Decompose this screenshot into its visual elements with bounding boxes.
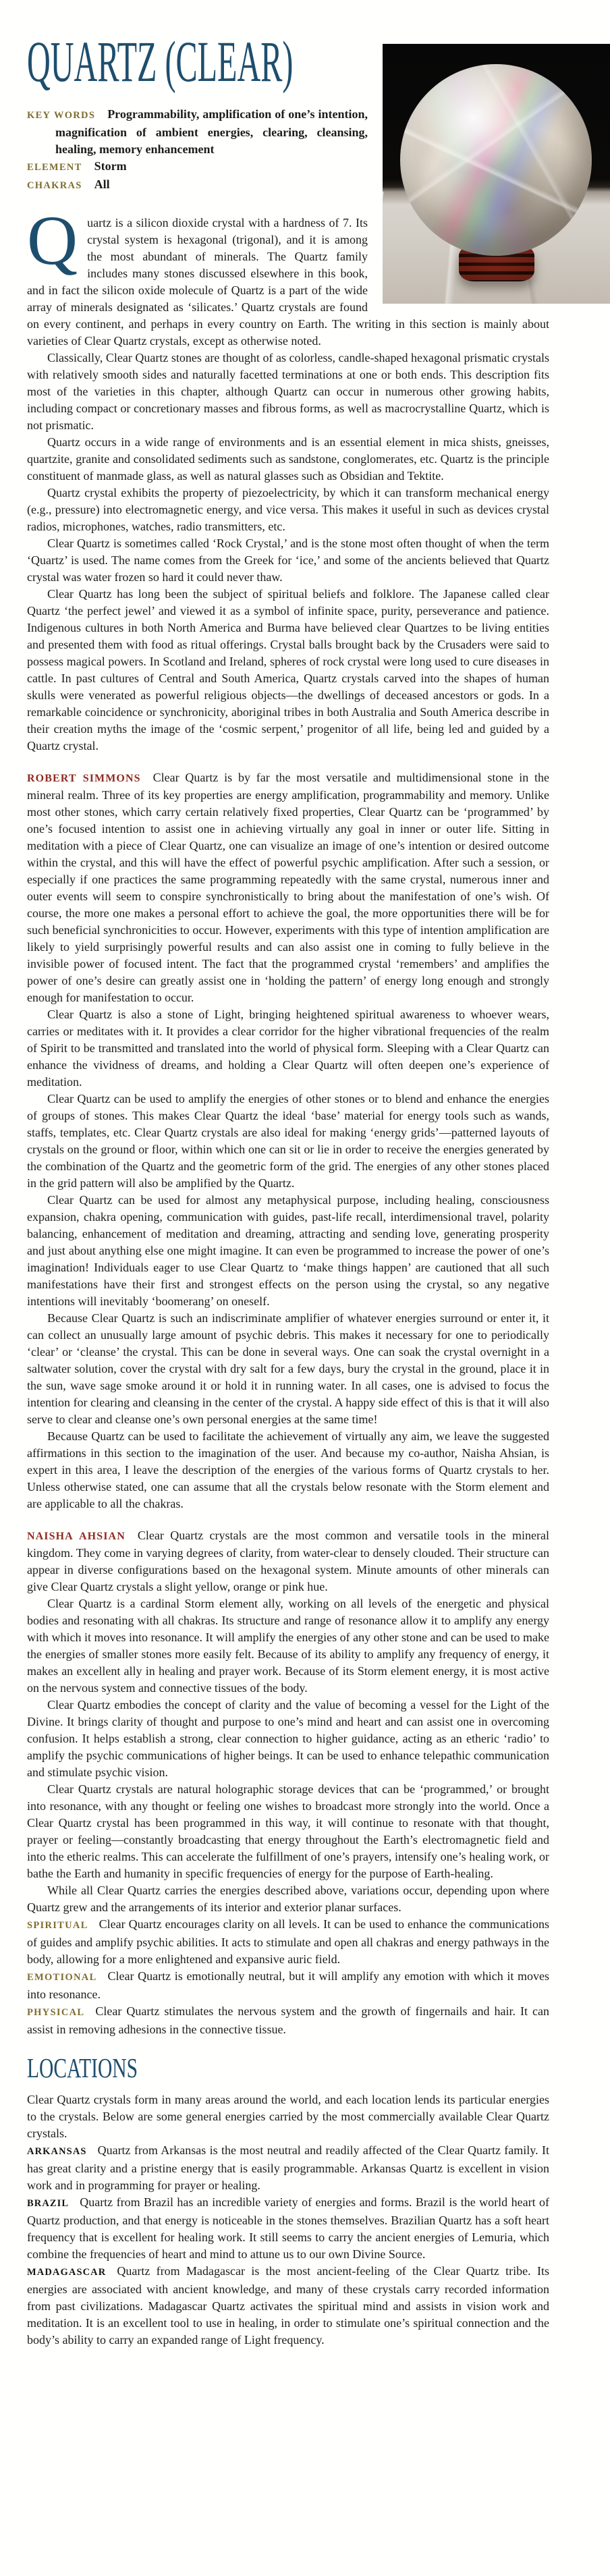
intro-paragraph: Clear Quartz is sometimes called ‘Rock Crystal,’ and is the stone most often thought of when the term ‘Quartz’ is used. The name comes from the Greek for ‘ice,’ and some of the ancients believed that Quartz crystal was water frozen so hard it could never thaw.: [27, 537, 549, 584]
physical-text: Clear Quartz stimulates the nervous system and the growth of fingernails and hair. It can assist in removing adhesions in the connective tissue.: [27, 2004, 549, 2037]
robert-simmons-paragraph: Because Clear Quartz is such an indiscriminate amplifier of whatever energies surround or enter it, it can collect an unusually large amount of psychic debris. This makes it necessary for one to periodically ‘clear’ or ‘cleanse’ the crystal. This can be done in several ways. One can soak the crystal overnight in a saltwater solution, cover the crystal with dry salt for a few days, bury the crystal in the ground, place it in the sun, wave sage smoke around it or hold it in running water. In all cases, one is advised to focus the intention for clearing and cleansing in the center of the crystal. A happy side effect of this is that it will also serve to clear and cleanse one’s own personal energies at the same time!: [27, 1311, 549, 1427]
robert-simmons-label: ROBERT SIMMONS: [27, 773, 141, 785]
quartz-sphere: [400, 64, 592, 256]
key-words-value: Programmability, amplification of one’s intention, magnification of ambient energies, clearing, cleansing, healing, memory enhancement: [55, 107, 368, 157]
brazil-label: BRAZIL: [27, 2198, 70, 2210]
robert-simmons-paragraph: Clear Quartz can be used for almost any metaphysical purpose, including healing, consciousness expansion, chakra opening, communication with guides, past-life recall, interdimensional travel, polarity balancing, enhancement of meditation and dreaming, attracting and sending love, generating prosperity and just about anything else one might imagine. It can even be programmed to increase the power of one’s imagination! Individuals eager to use Clear Quartz to ‘make things happen’ are cautioned that all such manifestations have their first and strongest effects on the person using the crystal, so any negative intentions will inevitably ‘boomerang’ on oneself.: [27, 1193, 549, 1309]
naisha-ahsian-paragraph: While all Clear Quartz carries the energies described above, variations occur, depending upon where Quartz grew and the arrangements of its interior and exterior planar surfaces.: [27, 1884, 549, 1915]
locations-heading: LOCATIONS: [27, 2052, 138, 2084]
arkansas-text: Quartz from Arkansas is the most neutral and readily affected of the Clear Quartz family. It has great clarity and a pristine energy that is easily programmable. Arkansas Quartz is excellent in vision work and in programming for prayer or healing.: [27, 2143, 549, 2193]
spiritual-text: Clear Quartz encourages clarity on all levels. It can be used to enhance the communications of guides and amplify psychic abilities. It acts to stimulate and open all chakras and energy pathways in the body, allowing for a more enlightened and expansive auric field.: [27, 1917, 549, 1967]
spiritual-label: SPIRITUAL: [27, 1920, 88, 1931]
robert-simmons-lead: [27, 769, 549, 1006]
naisha-ahsian-paragraph: Clear Quartz crystals are natural holographic storage devices that can be ‘programmed,’ or brought into resonance, with any thought or feeling one wishes to broadcast more strongly into the world. Once a Clear Quartz crystal has been programmed in this way, it will continue to resonate with that thought, prayer or feeling—constantly broadcasting that energy throughout the Earth’s electromagnetic field and into the etheric realms. This can accelerate the fulfillment of one’s prayers, intensify one’s healing work, or bathe the Earth and humanity in specific frequencies of energy for the purpose of Earth-healing.: [27, 1782, 549, 1881]
location-entry-arkansas: [27, 2142, 549, 2194]
locations-intro: Clear Quartz crystals form in many areas around the world, and each location lends its particular energies to the crystals. Below are some general energies carried by the most commercially available Clear Quartz crystals.: [27, 2093, 549, 2141]
emotional-row: [27, 1968, 549, 2003]
physical-row: [27, 2003, 549, 2038]
robert-simmons-paragraph: Clear Quartz is also a stone of Light, bringing heightened spiritual awareness to whoever wears, carries or meditates with it. It provides a clear corridor for the higher vibrational frequencies of the realm of Spirit to be transmitted and translated into the world of physical form. Sleeping with a Clear Quartz can enhance the vividness of dreams, and holding a Clear Quartz will often deepen one’s experience of meditation.: [27, 1008, 549, 1089]
robert-simmons-paragraph: Because Quartz can be used to facilitate the achievement of virtually any aim, we leave the suggested affirmations in this section to the imagination of the user. And because my co-author, Naisha Ahsian, is expert in this area, I leave the description of the energies of the various forms of Quartz crystals to her. Unless otherwise stated, one can assume that all the crystals below resonate with the Storm element and are applicable to all the chakras.: [27, 1429, 549, 1511]
emotional-label: EMOTIONAL: [27, 1972, 97, 1983]
robert-simmons-lead-text: Clear Quartz is by far the most versatile and multidimensional stone in the mineral realm. Three of its key properties are energy amplification, programmability and memory. Unlike most other stones, which carry certain relatively fixed properties, Clear Quartz can be ‘programmed’ by one’s focused intention to assist one in achieving virtually any goal in inner or outer life. Sitting in meditation with a piece of Clear Quartz, one can visualize an image of one’s intention or desired outcome within the crystal, and this will have the effect of powerful psychic amplification. After such a session, or especially if one practices the same programming repeatedly with the same crystal, numerous inner and outer events will seem to conspire synchronistically to bring about the manifestation of one’s wish. Of course, the more one makes a personal effort to achieve the goal, the more opportunities there will be for such beneficial synchronicities to occur. However, experiments with this type of intention amplification are likely to yield surprisingly powerful results and can also assist one in coming to fully believe in the invisible power of focused intent. The fact that the programmed crystal ‘remembers’ and amplifies the power of one’s desire can greatly assist one in ‘holding the pattern’ of energy long enough and strongly enough for manifestation to occur.: [27, 771, 549, 1005]
page-title: QUARTZ (CLEAR): [27, 29, 294, 94]
element-label: ELEMENT: [27, 162, 82, 173]
physical-label: PHYSICAL: [27, 2007, 85, 2019]
naisha-ahsian-label: NAISHA AHSIAN: [27, 1531, 126, 1543]
location-entry-brazil: [27, 2194, 549, 2263]
naisha-ahsian-lead: [27, 1527, 549, 1595]
intro-paragraph: Classically, Clear Quartz stones are thought of as colorless, candle-shaped hexagonal prismatic crystals with relatively smooth sides and naturally facetted terminations at one or both ends. This description fits most of the varieties in this chapter, although Quartz can occur in numerous other growing habits, including compact or concretionary masses and fibrous forms, as well as macrocrystalline Quartz, which is not prismatic.: [27, 351, 549, 433]
chakras-value: All: [94, 177, 110, 192]
chakras-label: CHAKRAS: [27, 180, 82, 192]
quartz-sphere-photo: [383, 44, 610, 304]
spiritual-row: [27, 1916, 549, 1968]
naisha-ahsian-paragraph: Clear Quartz embodies the concept of clarity and the value of becoming a vessel for the Light of the Divine. It brings clarity of thought and purpose to one’s mind and heart and can assist one in overcoming confusion. It helps establish a strong, clear connection to higher guidance, acting as an etheric ‘radio’ to amplify the psychic communications of higher beings. It can be used to enhance telepathic communication and stimulate psychic vision.: [27, 1698, 549, 1780]
arkansas-label: ARKANSAS: [27, 2146, 87, 2158]
madagascar-label: MADAGASCAR: [27, 2267, 107, 2278]
intro-paragraph-1-text: uartz is a silicon dioxide crystal with a hardness of 7. Its crystal system is hexagonal (trigonal), and it is among the most abundant of minerals. The Quartz family includes many stones discussed elsewhere in this book, and in fact the silicon oxide molecule of Quartz is a part of the wide array of minerals designated as ‘silicates.’ Quartz crystals are found on every continent, and perhaps in every country on Earth. The writing in this section is mainly about varieties of Clear Quartz crystals, except as otherwise noted.: [27, 216, 549, 348]
naisha-ahsian-paragraph: Clear Quartz is a cardinal Storm element ally, working on all levels of the energetic and physical bodies and resonating with all chakras. Its structure and range of resonance allow it to amplify any energy with which it moves into resonance. It will amplify the energies of any other stone and can be used to make the energies of smaller stones more easily felt. Because of its ability to amplify any frequency of energy, it makes an excellent ally in healing and prayer work. Because of its Storm element energy, it is most active on the nervous system and connective tissues of the body.: [27, 1597, 549, 1695]
location-entry-madagascar: [27, 2263, 549, 2349]
naisha-ahsian-lead-text: Clear Quartz crystals are the most common and versatile tools in the mineral kingdom. They come in varying degrees of clarity, from water-clear to densely clouded. Their structure can appear in diverse configurations based on the hexagonal system. Minute amounts of other minerals can give Clear Quartz crystals a slight yellow, orange or pink hue.: [27, 1529, 549, 1594]
emotional-text: Clear Quartz is emotionally neutral, but it will amplify any emotion with which it moves into resonance.: [27, 1969, 549, 2002]
madagascar-text: Quartz from Madagascar is the most ancient-feeling of the Clear Quartz tribe. Its energies are associated with ancient knowledge, and many of these crystals carry recorded information from past civilizations. Madagascar Quartz activates the spiritual mind and assists in vision work and meditation. It is an excellent tool to use in healing, in order to stimulate one’s spiritual connection and the body’s ability to carry an expanded range of Light frequency.: [27, 2264, 549, 2347]
intro-paragraph: Quartz occurs in a wide range of environments and is an essential element in mica shists, gneisses, quartzite, granite and consolidated sediments such as sandstone, conglomerates, etc. Quartz is the principle constituent of manmade glass, as well as natural glasses such as Obsidian and Tektite.: [27, 435, 549, 483]
robert-simmons-paragraph: Clear Quartz can be used to amplify the energies of other stones or to blend and enhance the energies of groups of stones. This makes Clear Quartz the ideal ‘base’ material for energy tools such as wands, staffs, templates, etc. Clear Quartz crystals are also ideal for making ‘energy grids’—patterned layouts of crystals on the ground or floor, within which one can sit or lie in order to receive the energies generated by the combination of the Quartz and the geometric form of the grid. The energies of any other stones placed in the grid pattern will also be amplified by the Quartz.: [27, 1092, 549, 1190]
element-value: Storm: [94, 159, 127, 173]
key-words-label: KEY WORDS: [27, 110, 96, 121]
drop-cap: Q: [27, 202, 78, 280]
intro-paragraph: Quartz crystal exhibits the property of piezoelectricity, by which it can transform mechanical energy (e.g., pressure) into electromagnetic energy, and vice versa. This makes it useful in such as devices crystal radios, microphones, watches, radio transmitters, etc.: [27, 486, 549, 534]
intro-paragraph: Clear Quartz has long been the subject of spiritual beliefs and folklore. The Japanese called clear Quartz ‘the perfect jewel’ and viewed it as a symbol of infinite space, purity, perseverance and patience. Indigenous cultures in both North America and Burma have believed clear Quartzes to be living entities and presented them with food as ritual offerings. Crystal balls brought back by the Crusaders were said to possess magical powers. In Scotland and Ireland, spheres of rock crystal were long used to cure diseases in cattle. In past cultures of Central and South America, Quartz crystals carved into the shapes of human skulls were venerated as powerful religious objects—the dwellings of deceased ancestors or gods. In a remarkable coincidence or synchronicity, aboriginal tribes in both Australia and South America describe in their creation myths the image of the ‘cosmic serpent,’ progenitor of all life, being led and guided by a Quartz crystal.: [27, 587, 549, 753]
brazil-text: Quartz from Brazil has an incredible variety of energies and forms. Brazil is the world heart of Quartz production, and that energy is noticeable in the stones themselves. Brazilian Quartz has a soft heart frequency that is excellent for healing work. It still seems to carry the ancient energies of Lemuria, which combine the frequencies of heart and mind to attune us to our own Divine Source.: [27, 2195, 549, 2262]
